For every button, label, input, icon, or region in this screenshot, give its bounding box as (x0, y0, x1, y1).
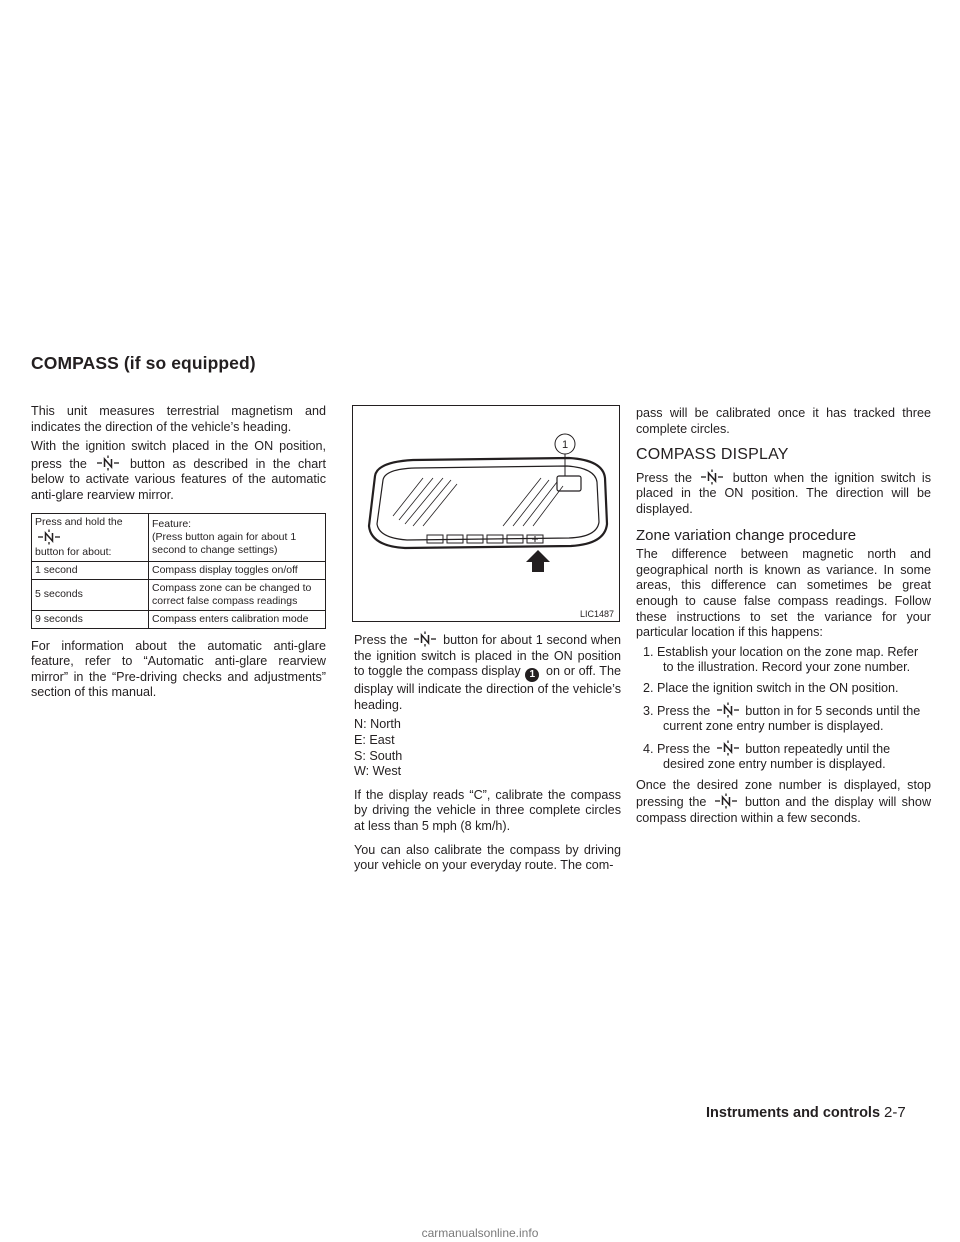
chapter-name: Instruments and controls (706, 1105, 881, 1121)
direction-list (354, 717, 621, 779)
compass-n-button-icon (35, 529, 63, 545)
compass-n-button-icon (698, 469, 726, 485)
variance-paragraph: The difference between magnetic north and geographical north is known as variance. In some areas, this difference can sometimes be great enough to cause false compass readings. Follow these instructions to set the variance for your particular location if this happens: (636, 547, 931, 640)
display-paragraph: Press the button when the ignition switch is placed in the ON position. The direction will be displayed. (636, 470, 932, 516)
table-header-row (32, 513, 326, 561)
compass-n-button-icon (714, 740, 742, 756)
figure-callout-number: 1 (561, 439, 569, 451)
toggle-paragraph: Press the button for about 1 second when the ignition switch is placed in the ON position to toggle the compass display 1 on or off. The display will indicate the direction of the vehicle’s heading. (354, 633, 622, 712)
list-item: 4. Press the button repeatedly until the desired zone entry number is displayed. (643, 741, 891, 772)
duration-cell: 1 second (32, 561, 149, 579)
arrow-up-icon (526, 550, 550, 572)
list-item: 3. Press the button in for 5 seconds until the current zone entry number is displayed. (643, 703, 921, 734)
calibrate-paragraph: If the display reads “C”, calibrate the compass by driving the vehicle in three complete circles at less than 5 mph (8 km/h). (354, 787, 621, 833)
duration-cell: 9 seconds (32, 610, 149, 628)
duration-cell: 5 seconds (32, 579, 149, 610)
header-feature-cell: Feature: (Press button again for about 1 second to change settings) (149, 513, 326, 561)
feature-cell: Compass zone can be changed to correct false compass readings (149, 579, 326, 610)
list-item: 1. Establish your location on the zone map. Refer to the illustration. Record your zone number. (643, 644, 919, 675)
compass-display-heading: COMPASS DISPLAY (636, 446, 789, 464)
callout-badge: 1 (525, 668, 539, 682)
table-row (32, 579, 326, 610)
intro-paragraph: This unit measures terrestrial magnetism and indicates the direction of the vehicle’s heading. (31, 404, 326, 434)
section-title: COMPASS (if so equipped) (31, 353, 256, 373)
reference-paragraph: For information about the automatic anti-glare feature, refer to “Automatic anti-glare rearview mirror” in the “Pre-driving checks and adjustments” section of this manual. (31, 638, 326, 700)
feature-cell: Compass display toggles on/off (149, 561, 326, 579)
feature-cell: Compass enters calibration mode (149, 610, 326, 628)
table-row (32, 561, 326, 579)
header-duration-cell: Press and hold the button for about: (32, 513, 149, 561)
column-middle (354, 631, 621, 878)
route-calibrate-paragraph: You can also calibrate the compass by driving your vehicle on your everyday route. The com- (354, 842, 621, 873)
compass-n-button-icon (94, 455, 122, 471)
column-left (31, 404, 326, 705)
page-footer (706, 1104, 906, 1121)
compass-n-button-icon (712, 793, 740, 809)
table-row (32, 610, 326, 628)
direction-east: E: East (354, 732, 395, 747)
zone-variation-heading: Zone variation change procedure (636, 526, 857, 544)
list-item: 2. Place the ignition switch in the ON position. (643, 680, 899, 695)
compass-n-button-icon (411, 631, 439, 647)
direction-north: N: North (354, 717, 401, 732)
direction-south: S: South (354, 748, 403, 763)
instruction-paragraph: With the ignition switch placed in the ON position, press the button as described in the chart below to activate various features of the automatic anti-glare rearview mirror. (31, 439, 326, 502)
calibration-continued: pass will be calibrated once it has tracked three complete circles. (636, 406, 931, 436)
page-number: 2-7 (884, 1104, 906, 1121)
closing-paragraph: Once the desired zone number is displayed, stop pressing the button and the display will show compass direction within a few seconds. (636, 777, 932, 826)
rearview-mirror-figure (352, 405, 620, 622)
figure-label: LIC1487 (579, 609, 614, 619)
column-right (636, 406, 931, 831)
procedure-steps (636, 645, 931, 773)
feature-table (31, 513, 326, 629)
rearview-mirror-illustration (353, 406, 619, 621)
watermark: carmanualsonline.info (421, 1226, 539, 1240)
direction-west: W: West (354, 764, 402, 779)
compass-n-button-icon (714, 702, 742, 718)
